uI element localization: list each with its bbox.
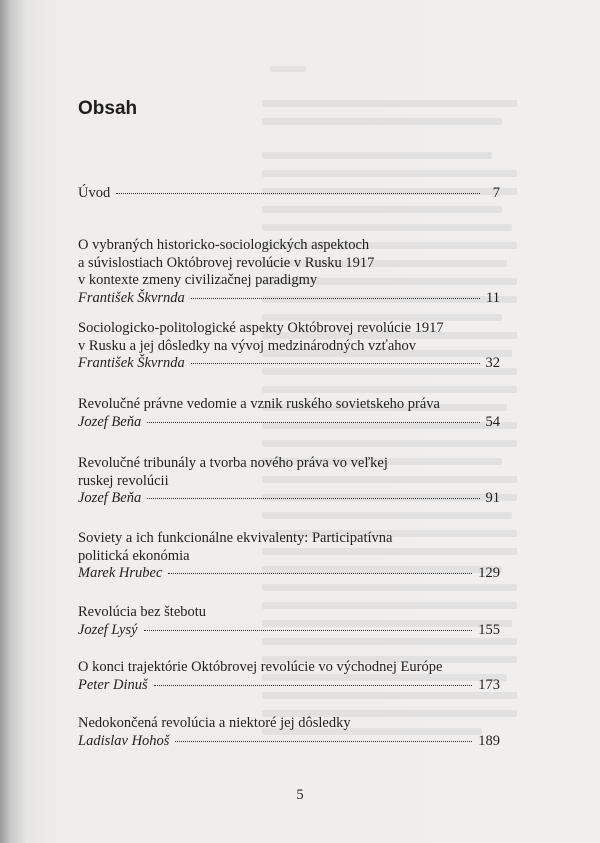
toc-author: Jozef Lysý	[78, 621, 138, 638]
toc-author: František Škvrnda	[78, 289, 185, 306]
toc-title-line: a súvislostiach Októbrovej revolúcie v Rusku 1917	[78, 254, 375, 271]
toc-title-line: v Rusku a jej dôsledky na vývoj medzinárodných vzťahov	[78, 337, 417, 354]
dot-leader	[147, 498, 479, 499]
toc-entry[interactable]	[78, 530, 500, 583]
toc-entry[interactable]	[78, 715, 500, 750]
toc-lead-line	[78, 733, 500, 751]
page-number: 7	[492, 185, 500, 201]
toc-lead-line	[78, 185, 500, 203]
toc-author: Marek Hrubec	[78, 565, 163, 581]
toc-lead-line	[78, 290, 500, 308]
page-number: 11	[486, 289, 500, 306]
page-number: 173	[478, 676, 500, 693]
toc-title-line: politická ekonómia	[78, 547, 190, 564]
dot-leader	[147, 422, 479, 423]
toc-author: Jozef Beňa	[78, 490, 142, 506]
toc-title-line: v kontexte zmeny civilizačnej paradigmy	[78, 272, 318, 288]
toc-lead-line	[78, 565, 500, 583]
dot-leader	[191, 298, 480, 299]
page-number: 54	[485, 413, 500, 430]
toc-title-line: ruskej revolúcii	[78, 472, 169, 489]
toc-title-line: Soviety a ich funkcionálne ekvivalenty: Participatívna	[78, 530, 393, 546]
page-number: 32	[485, 355, 500, 371]
toc-lead-line	[78, 414, 500, 432]
toc-entry[interactable]	[78, 320, 500, 373]
toc-title-line: Sociologicko-politologické aspekty Októbrovej revolúcie 1917	[78, 320, 444, 336]
toc-entry[interactable]	[78, 185, 500, 203]
dot-leader	[116, 193, 480, 194]
toc-lead-line	[78, 355, 500, 373]
dot-leader	[144, 630, 473, 631]
toc-entry-title: Úvod	[78, 185, 111, 201]
toc-entry[interactable]	[78, 455, 500, 508]
toc-author: František Škvrnda	[78, 355, 185, 371]
dot-leader	[191, 363, 480, 364]
toc-title-line: Nedokončená revolúcia a niektoré jej dôsledky	[78, 715, 351, 731]
dot-leader	[175, 741, 472, 742]
toc-author: Peter Dinuš	[78, 676, 148, 693]
toc-entry[interactable]	[78, 659, 500, 694]
toc-author: Jozef Beňa	[78, 413, 142, 430]
dot-leader	[154, 685, 473, 686]
page-number: 129	[478, 565, 500, 581]
toc-title-line: O konci trajektórie Októbrovej revolúcie vo východnej Európe	[78, 659, 443, 675]
dot-leader	[168, 573, 472, 574]
toc-entry[interactable]	[78, 396, 500, 431]
toc-lead-line	[78, 622, 500, 640]
toc-entry[interactable]	[78, 237, 500, 307]
page-folio: 5	[296, 787, 304, 803]
toc-lead-line	[78, 677, 500, 695]
toc-entry[interactable]	[78, 604, 500, 639]
page-number: 155	[478, 621, 500, 638]
toc-title-line: O vybraných historicko-sociologických aspektoch	[78, 237, 370, 253]
toc-title-line: Revolučné tribunály a tvorba nového práva vo veľkej	[78, 455, 388, 471]
toc-heading: Obsah	[78, 98, 138, 119]
toc-title-line: Revolúcia bez štebotu	[78, 604, 207, 620]
page-number: 189	[478, 732, 500, 749]
toc-title-line: Revolučné právne vedomie a vznik ruského sovietskeho práva	[78, 396, 440, 412]
toc-lead-line	[78, 490, 500, 508]
page-number: 91	[485, 490, 500, 506]
toc-author: Ladislav Hohoš	[78, 732, 170, 749]
